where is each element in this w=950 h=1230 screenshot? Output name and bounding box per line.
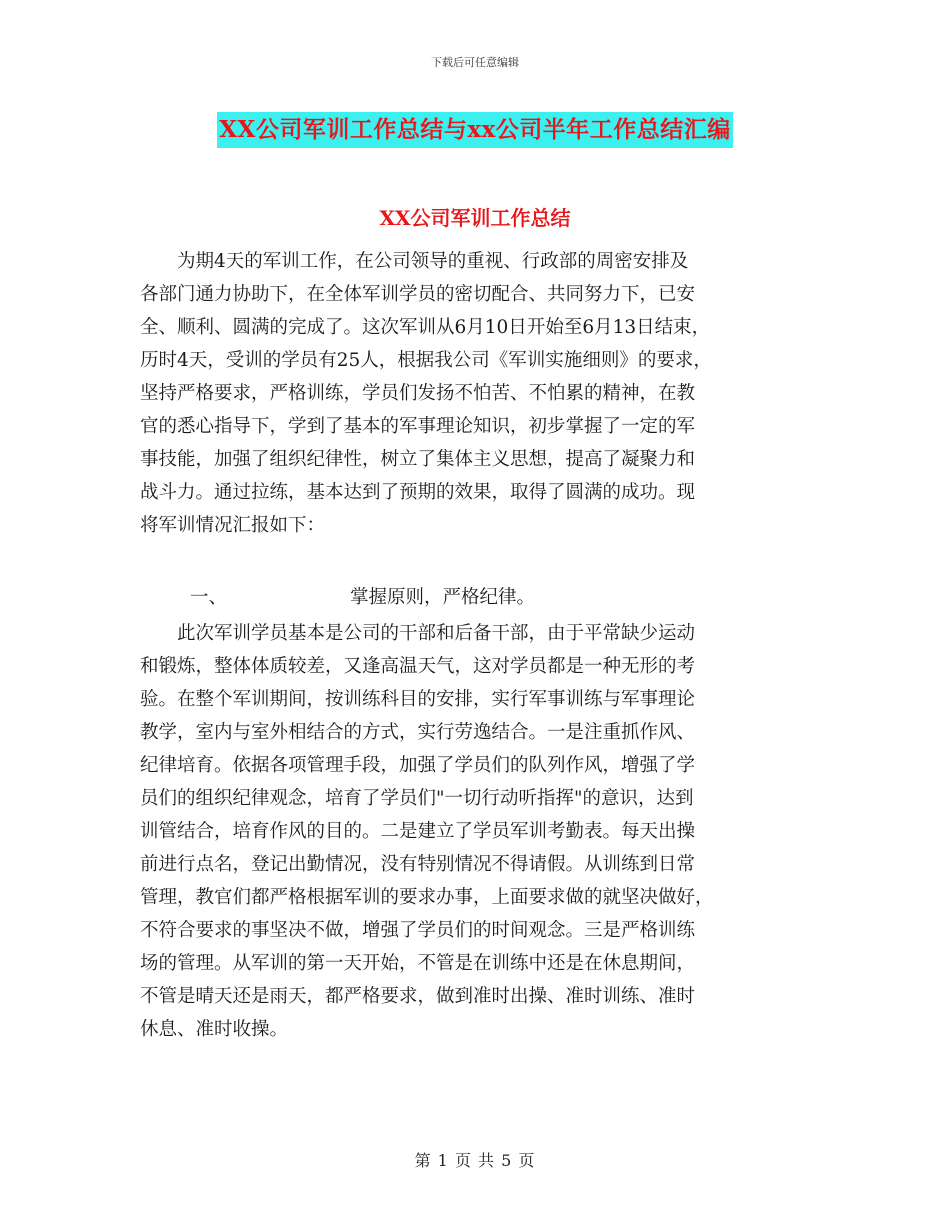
paragraph-1 — [140, 245, 830, 542]
paragraph-line: 坚持严格要求，严格训练，学员们发扬不怕苦、不怕累的精神，在教 — [140, 383, 696, 404]
section-title: XX公司军训工作总结 — [379, 206, 571, 230]
paragraph-line: 管理，教官们都严格根据军训的要求办事，上面要求做的就坚决做好， — [140, 887, 714, 908]
paragraph-2 — [140, 617, 830, 1046]
paragraph-line: 此次军训学员基本是公司的干部和后备干部，由于平常缺少运动 — [140, 623, 696, 644]
paragraph-line: 场的管理。从军训的第一天开始，不管是在训练中还是在休息期间， — [140, 953, 696, 974]
paragraph-line: 训管结合，培育作风的目的。二是建立了学员军训考勤表。每天出操 — [140, 821, 696, 842]
paragraph-line: 前进行点名，登记出勤情况，没有特别情况不得请假。从训练到日常 — [140, 854, 696, 875]
paragraph-line: 教学，室内与室外相结合的方式，实行劳逸结合。一是注重抓作风、 — [140, 722, 696, 743]
paragraph-line: 不管是晴天还是雨天，都严格要求，做到准时出操、准时训练、准时 — [140, 986, 696, 1007]
main-title: XX公司军训工作总结与xx公司半年工作总结汇编 — [217, 112, 733, 148]
header-note: 下载后可任意编辑 — [431, 56, 519, 69]
paragraph-line: 员们的组织纪律观念，培育了学员们"一切行动听指挥"的意识，达到 — [140, 788, 694, 809]
paragraph-line: 不符合要求的事坚决不做，增强了学员们的时间观念。三是严格训练 — [140, 920, 696, 941]
paragraph-line: 官的悉心指导下，学到了基本的军事理论知识，初步掌握了一定的军 — [140, 416, 696, 437]
paragraph-line: 纪律培育。依据各项管理手段，加强了学员们的队列作风，增强了学 — [140, 755, 696, 776]
paragraph-line: 将军训情况汇报如下： — [140, 515, 326, 536]
paragraph-line: 休息、准时收操。 — [140, 1019, 289, 1040]
main-title-wrapper — [0, 112, 950, 148]
paragraph-line: 和锻炼，整体体质较差，又逢高温天气，这对学员都是一种无形的考 — [140, 656, 696, 677]
page-footer: 第 1 页 共 5 页 — [414, 1151, 536, 1170]
paragraph-line: 为期4天的军训工作，在公司领导的重视、行政部的周密安排及 — [140, 251, 689, 272]
paragraph-line: 历时4天，受训的学员有25人，根据我公司《军训实施细则》的要求， — [140, 350, 712, 371]
heading-1 — [190, 581, 535, 614]
paragraph-line: 各部门通力协助下，在全体军训学员的密切配合、共同努力下，已安 — [140, 284, 696, 305]
heading-number: 一、 — [190, 587, 228, 608]
paragraph-line: 战斗力。通过拉练，基本达到了预期的效果，取得了圆满的成功。现 — [140, 482, 696, 503]
paragraph-line: 事技能，加强了组织纪律性，树立了集体主义思想，提高了凝聚力和 — [140, 449, 696, 470]
paragraph-line: 全、顺利、圆满的完成了。这次军训从6月10日开始至6月13日结束， — [140, 317, 711, 338]
heading-text: 掌握原则，严格纪律。 — [350, 587, 536, 608]
paragraph-line: 验。在整个军训期间，按训练科目的安排，实行军事训练与军事理论 — [140, 689, 696, 710]
